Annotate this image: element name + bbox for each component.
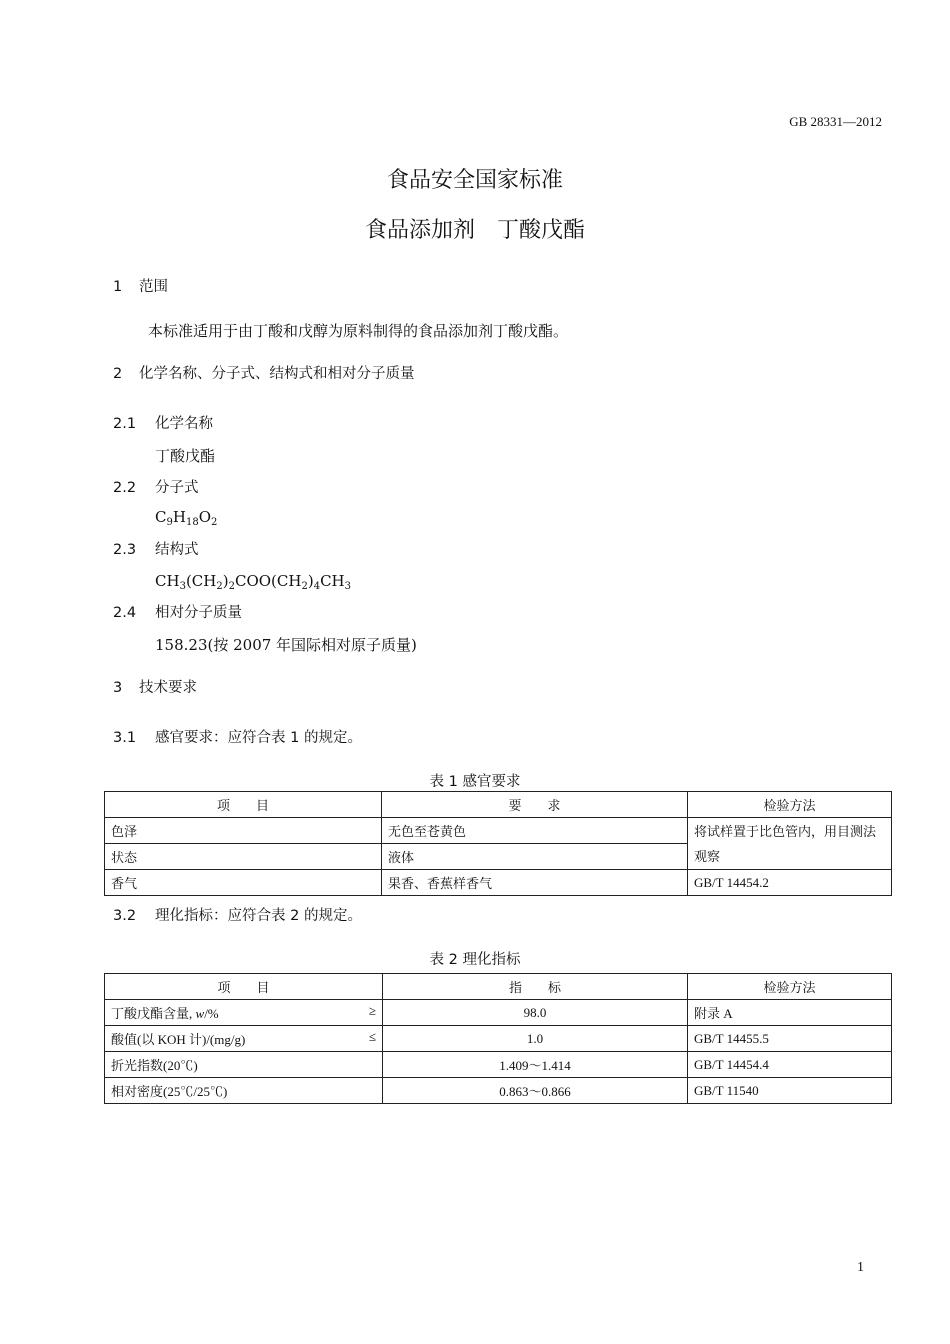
table-cell: 1.0 <box>383 1026 688 1052</box>
column-header: 项 目 <box>105 974 383 1000</box>
section-title: 理化指标：应符合表 2 的规定。 <box>155 908 362 924</box>
table-row <box>105 818 892 844</box>
column-header: 项 目 <box>105 792 382 818</box>
table-cell: 附录 A <box>688 1000 892 1026</box>
chemical-name: 丁酸戊酯 <box>155 447 216 465</box>
table-header-row <box>105 792 892 818</box>
column-header: 要 求 <box>382 792 688 818</box>
structural-formula: $CH_3(CH_2)_2COO(CH_2)_4CH_3$ <box>155 572 351 592</box>
table-row <box>105 1026 892 1052</box>
section-title: 范围 <box>139 279 168 295</box>
section-number: 3.2 <box>113 908 137 924</box>
table-row <box>105 1052 892 1078</box>
section-number: 2.2 <box>113 480 137 496</box>
table-cell: 丁酸戊酯含量, w/% ≥ <box>105 1000 383 1026</box>
table-cell: 折光指数(20℃) <box>105 1052 383 1078</box>
section-number: 1 <box>113 279 123 295</box>
section-3-heading <box>113 676 197 697</box>
section-title: 感官要求：应符合表 1 的规定。 <box>155 730 362 746</box>
section-1-heading <box>113 275 168 296</box>
section-title: 结构式 <box>155 542 199 558</box>
table-cell: 果香、香蕉样香气 <box>382 870 688 896</box>
table-cell: 香气 <box>105 870 382 896</box>
comparison-symbol: ≥ <box>368 1003 376 1018</box>
section-2-4-heading <box>113 601 242 622</box>
scope-paragraph: 本标准适用于由丁酸和戊醇为原料制得的食品添加剂丁酸戊酯。 <box>148 322 569 340</box>
section-3-1-heading <box>113 726 362 747</box>
section-title: 分子式 <box>155 480 199 496</box>
section-number: 3 <box>113 680 123 696</box>
table-cell: GB/T 14455.5 <box>688 1026 892 1052</box>
table-header-row <box>105 974 892 1000</box>
section-number: 2.1 <box>113 416 137 432</box>
section-title: 技术要求 <box>139 680 197 696</box>
table-row <box>105 870 892 896</box>
table-row <box>105 1078 892 1104</box>
column-header: 指 标 <box>383 974 688 1000</box>
physicochemical-indicators-table <box>104 973 892 1104</box>
section-2-2-heading <box>113 476 199 497</box>
column-header: 检验方法 <box>688 792 892 818</box>
table-cell: 液体 <box>382 844 688 870</box>
section-number: 2.3 <box>113 542 137 558</box>
table-cell: 0.863～0.866 <box>383 1078 688 1104</box>
table-cell: 状态 <box>105 844 382 870</box>
section-title: 相对分子质量 <box>155 605 242 621</box>
table-cell: 无色至苍黄色 <box>382 818 688 844</box>
table-cell: 1.409～1.414 <box>383 1052 688 1078</box>
table-cell: 色泽 <box>105 818 382 844</box>
section-2-1-heading <box>113 412 213 433</box>
section-3-2-heading <box>113 904 362 925</box>
table-1-caption: 表 1 感官要求 <box>429 774 521 790</box>
comparison-symbol: ≤ <box>368 1029 376 1044</box>
section-title: 化学名称 <box>155 416 213 432</box>
molecular-mass: 158.23(按 2007 年国际相对原子质量) <box>155 636 417 654</box>
page-number: 1 <box>857 1260 864 1275</box>
section-number: 2.4 <box>113 605 137 621</box>
table-cell: 98.0 <box>383 1000 688 1026</box>
section-2-3-heading <box>113 538 199 559</box>
document-code: GB 28331—2012 <box>789 114 882 129</box>
table-cell: 相对密度(25℃/25℃) <box>105 1078 383 1104</box>
table-cell: GB/T 14454.2 <box>688 870 892 896</box>
sensory-requirements-table <box>104 791 892 896</box>
table-row <box>105 1000 892 1026</box>
column-header: 检验方法 <box>688 974 892 1000</box>
section-number: 2 <box>113 366 123 382</box>
section-number: 3.1 <box>113 730 137 746</box>
table-cell: 酸值(以 KOH 计)/(mg/g) ≤ <box>105 1026 383 1052</box>
table-cell: GB/T 11540 <box>688 1078 892 1104</box>
table-cell: 将试样置于比色管内，用目测法观察 <box>688 818 892 870</box>
table-cell: GB/T 14454.4 <box>688 1052 892 1078</box>
standard-title: 食品安全国家标准 <box>386 168 563 193</box>
section-title: 化学名称、分子式、结构式和相对分子质量 <box>139 366 415 382</box>
table-2-caption: 表 2 理化指标 <box>429 952 521 968</box>
section-2-heading <box>113 362 415 383</box>
product-title: 食品添加剂 丁酸戊酯 <box>364 218 585 243</box>
molecular-formula: $C_9H_{18}O_2$ <box>155 508 218 528</box>
